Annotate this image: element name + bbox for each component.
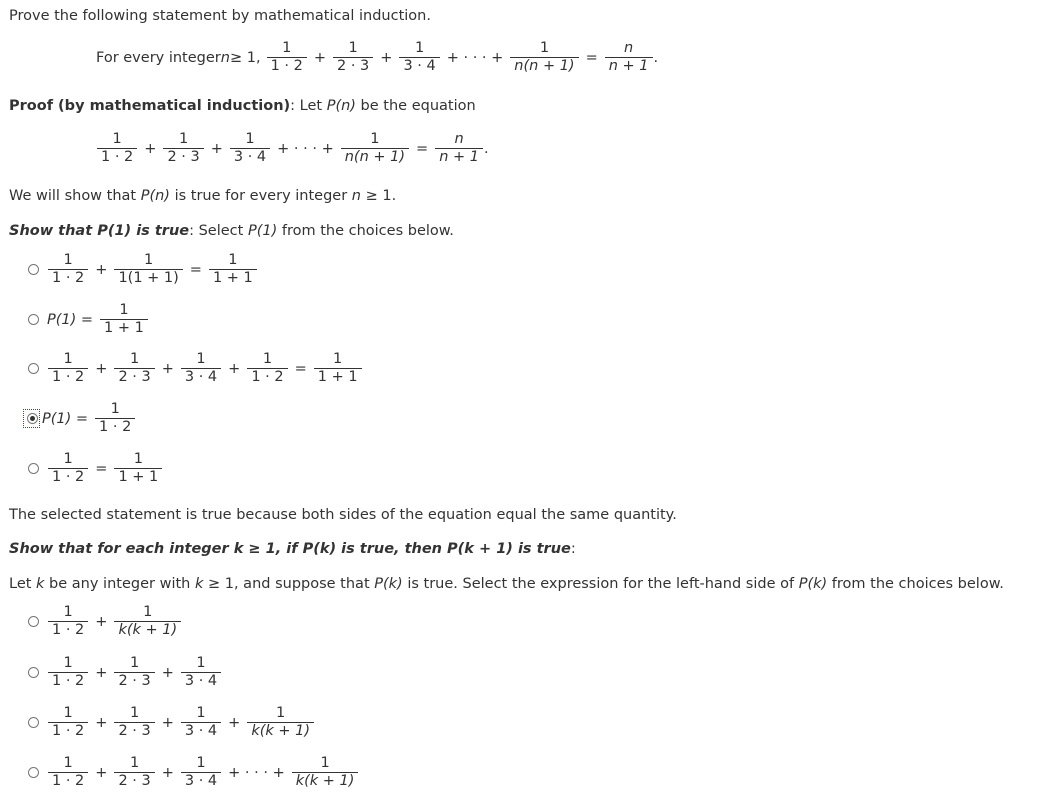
fraction: $\frac{1}{1 + 1}$ xyxy=(100,302,148,337)
fraction: $\frac{1}{1 \cdot 2}$ xyxy=(267,40,307,75)
ellipsis-sum: + · · · + xyxy=(277,140,334,157)
equals-sign: = xyxy=(294,360,307,377)
show-p1-heading: Show that P(1) is true: Select P(1) from the choices below. xyxy=(9,223,454,239)
selected-statement-text: The selected statement is true because both sides of the equation equal the same quantity. xyxy=(9,507,677,523)
fraction: $\frac{1}{1 + 1}$ xyxy=(314,351,362,386)
fraction: $\frac{1}{3 \cdot 4}$ xyxy=(181,655,221,690)
period: . xyxy=(483,140,489,157)
choice-p1-option-1[interactable] xyxy=(28,252,258,287)
show-k-heading: Show that for each integer k ≥ 1, if P(k) is true, then P(k + 1) is true: xyxy=(9,541,576,557)
radio-button[interactable] xyxy=(28,767,39,778)
fraction: $\frac{1}{2 \cdot 3}$ xyxy=(114,351,154,386)
statement-cond: ≥ 1, xyxy=(229,49,261,66)
fraction: $\frac{1}{1 + 1}$ xyxy=(114,451,162,486)
fraction: $\frac{1}{2 \cdot 3}$ xyxy=(114,655,154,690)
fraction: $\frac{1}{2 \cdot 3}$ xyxy=(114,755,154,790)
let-k-text: Let k be any integer with k ≥ 1, and suppose that P(k) is true. Select the expression for the left-hand side of P(k) from the choices below. xyxy=(9,576,1004,592)
choice-label: P(1) = xyxy=(47,311,94,328)
plus-sign: + xyxy=(380,49,393,66)
fraction: $\frac{1}{1 \cdot 2}$ xyxy=(247,351,287,386)
fraction: $\frac{1}{k(k + 1)}$ xyxy=(247,705,314,740)
ellipsis-sum: + · · · + xyxy=(228,764,285,781)
plus-sign: + xyxy=(161,714,174,731)
fraction: $\frac{1}{1 \cdot 2}$ xyxy=(48,604,88,639)
equals-sign: = xyxy=(95,460,108,477)
fraction: $\frac{1}{3 \cdot 4}$ xyxy=(181,705,221,740)
statement-var: n xyxy=(220,49,230,66)
plus-sign: + xyxy=(95,360,108,377)
plus-sign: + xyxy=(161,664,174,681)
fraction: $\frac{1}{1 \cdot 2}$ xyxy=(48,252,88,287)
fraction: $\frac{1}{n(n + 1)}$ xyxy=(341,131,409,166)
choice-pk-option-4[interactable] xyxy=(28,755,359,790)
radio-button[interactable] xyxy=(28,463,39,474)
fraction: $\frac{1}{3 \cdot 4}$ xyxy=(399,40,439,75)
intro-text: Prove the following statement by mathematical induction. xyxy=(9,8,431,24)
choice-label: P(1) = xyxy=(42,410,89,427)
fraction: $\frac{1}{1 \cdot 2}$ xyxy=(48,451,88,486)
radio-button[interactable] xyxy=(28,667,39,678)
fraction: $\frac{1}{3 \cdot 4}$ xyxy=(181,351,221,386)
fraction: $\frac{1}{3 \cdot 4}$ xyxy=(181,755,221,790)
fraction: $\frac{1}{1 \cdot 2}$ xyxy=(48,351,88,386)
radio-button[interactable] xyxy=(28,616,39,627)
plus-sign: + xyxy=(161,764,174,781)
equals-sign: = xyxy=(189,261,202,278)
choice-p1-option-2[interactable] xyxy=(28,302,149,337)
fraction: $\frac{1}{2 \cdot 3}$ xyxy=(333,40,373,75)
fraction: $\frac{1}{1 \cdot 2}$ xyxy=(48,655,88,690)
choice-p1-option-4-selected[interactable] xyxy=(28,401,136,436)
radio-button[interactable] xyxy=(28,314,39,325)
fraction: $\frac{1}{2 \cdot 3}$ xyxy=(163,131,203,166)
fraction: $\frac{1}{1 \cdot 2}$ xyxy=(48,755,88,790)
plus-sign: + xyxy=(95,613,108,630)
plus-sign: + xyxy=(210,140,223,157)
fraction: $\frac{1}{1 \cdot 2}$ xyxy=(95,401,135,436)
fraction: $\frac{1}{1(1 + 1)}$ xyxy=(114,252,182,287)
fraction: $\frac{n}{n + 1}$ xyxy=(605,40,653,75)
we-will-text: We will show that P(n) is true for every integer n ≥ 1. xyxy=(9,188,397,204)
choice-p1-option-3[interactable] xyxy=(28,351,363,386)
proof-heading: Proof (by mathematical induction): Let P(n) be the equation xyxy=(9,98,476,114)
equals-sign: = xyxy=(416,140,429,157)
choice-pk-option-3[interactable] xyxy=(28,705,315,740)
equation-pn xyxy=(96,131,489,166)
statement-prefix: For every integer xyxy=(96,49,221,66)
fraction: $\frac{1}{n(n + 1)}$ xyxy=(510,40,578,75)
radio-button[interactable] xyxy=(28,264,39,275)
equals-sign: = xyxy=(585,49,598,66)
fraction: $\frac{1}{3 \cdot 4}$ xyxy=(230,131,270,166)
fraction: $\frac{1}{2 \cdot 3}$ xyxy=(114,705,154,740)
plus-sign: + xyxy=(161,360,174,377)
radio-button-checked[interactable] xyxy=(27,413,38,424)
plus-sign: + xyxy=(95,714,108,731)
choice-pk-option-2[interactable] xyxy=(28,655,222,690)
plus-sign: + xyxy=(228,360,241,377)
fraction: $\frac{1}{1 \cdot 2}$ xyxy=(97,131,137,166)
radio-button[interactable] xyxy=(28,717,39,728)
plus-sign: + xyxy=(228,714,241,731)
fraction: $\frac{n}{n + 1}$ xyxy=(435,131,483,166)
plus-sign: + xyxy=(313,49,326,66)
radio-button[interactable] xyxy=(28,363,39,374)
plus-sign: + xyxy=(95,664,108,681)
focus-ring[interactable] xyxy=(23,409,40,428)
period: . xyxy=(653,49,659,66)
fraction: $\frac{1}{1 + 1}$ xyxy=(209,252,257,287)
plus-sign: + xyxy=(95,764,108,781)
choice-p1-option-5[interactable] xyxy=(28,451,163,486)
fraction: $\frac{1}{k(k + 1)}$ xyxy=(292,755,359,790)
ellipsis-sum: + · · · + xyxy=(446,49,504,66)
plus-sign: + xyxy=(95,261,108,278)
radio-dot xyxy=(30,416,35,421)
fraction: $\frac{1}{1 \cdot 2}$ xyxy=(48,705,88,740)
fraction: $\frac{1}{k(k + 1)}$ xyxy=(114,604,181,639)
choice-pk-option-1[interactable] xyxy=(28,604,182,639)
plus-sign: + xyxy=(144,140,157,157)
statement-formula xyxy=(96,40,658,75)
